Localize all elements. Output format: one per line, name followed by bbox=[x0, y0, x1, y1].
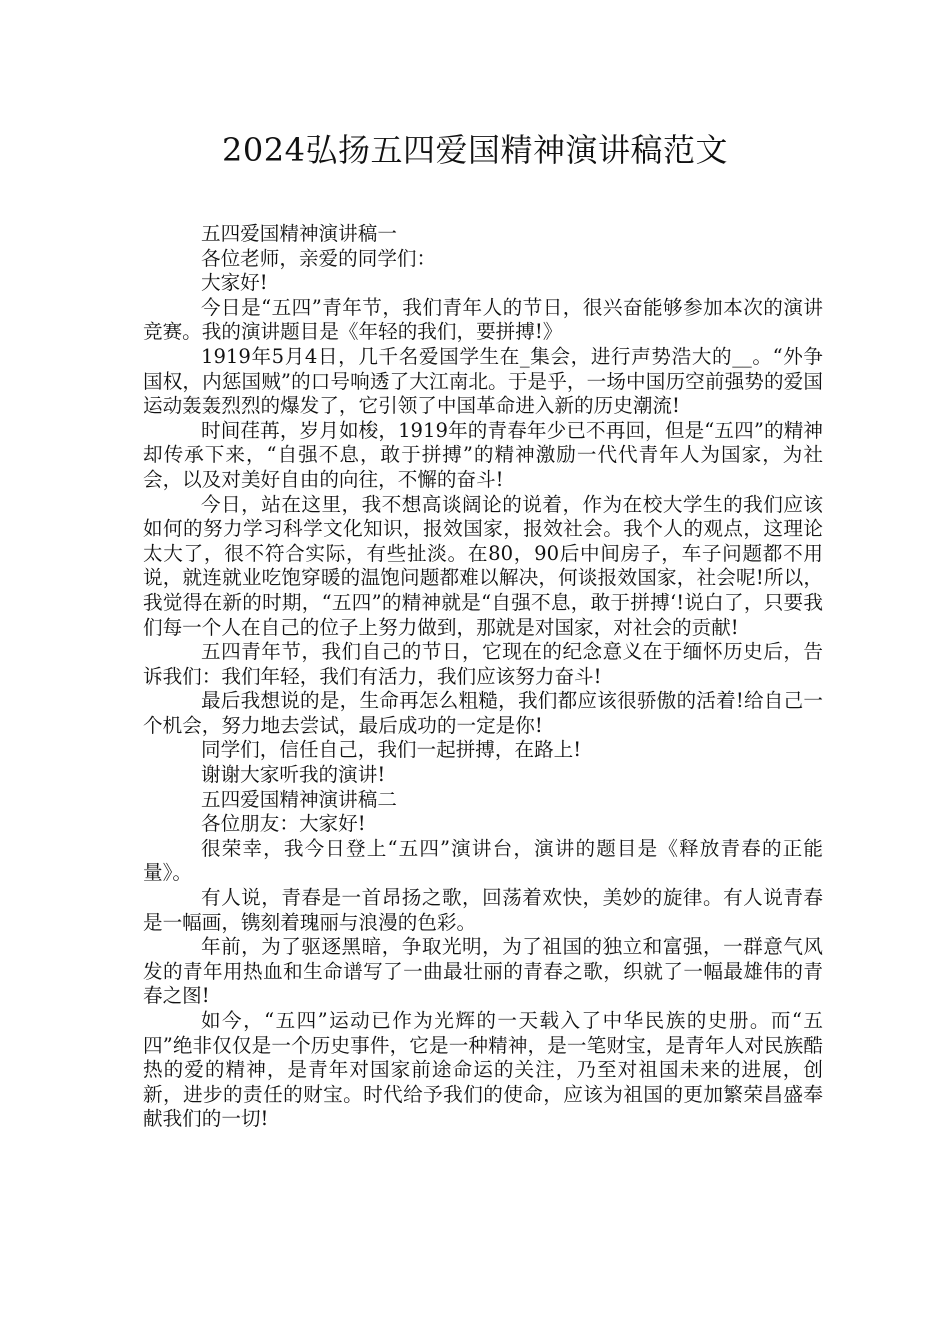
paragraph: 最后我想说的是，生命再怎么粗糙，我们都应该很骄傲的活着!给自己一个机会，努力地去尝试，最后成功的一定是你! bbox=[143, 689, 823, 737]
paragraph: 各位朋友：大家好! bbox=[201, 812, 366, 836]
paragraph: 有人说，青春是一首昂扬之歌，回荡着欢快，美妙的旋律。有人说青春是一幅画，镌刻着瑰丽与浪漫的色彩。 bbox=[143, 886, 823, 934]
paragraph: 时间荏苒，岁月如梭，1919年的青春年少已不再回，但是“五四”的精神却传承下来，“自强不息，敢于拼搏”的精神激励一代代青年人为国家，为社会，以及对美好自由的向往，不懈的奋斗! bbox=[143, 418, 823, 491]
paragraph: 今日，站在这里，我不想高谈阔论的说着，作为在校大学生的我们应该如何的努力学习科学文化知识，报效国家，报效社会。我个人的观点，这理论太大了，很不符合实际，有些扯淡。在80，90后中间房子，车子问题都不用说，就连就业吃饱穿暖的温饱问题都难以解决，何谈报效国家，社会呢!所以，我觉得在新的时期，“五四”的精神就是“自强不息，敢于拼搏‘!说白了，只要我们每一个人在自己的位子上努力做到，那就是对国家，对社会的贡献! bbox=[143, 492, 823, 639]
paragraph: 大家好! bbox=[201, 271, 268, 295]
paragraph: 很荣幸，我今日登上“五四”演讲台，演讲的题目是《释放青春的正能量》。 bbox=[143, 836, 823, 885]
paragraph: 五四爱国精神演讲稿二 bbox=[201, 787, 397, 811]
paragraph: 五四青年节，我们自己的节日，它现在的纪念意义在于缅怀历史后，告诉我们：我们年轻，我们有活力，我们应该努力奋斗! bbox=[143, 640, 823, 688]
paragraph: 同学们，信任自己，我们一起拼搏，在路上! bbox=[201, 738, 582, 762]
paragraph: 谢谢大家听我的演讲! bbox=[201, 763, 386, 787]
document-body bbox=[143, 222, 823, 1132]
paragraph: 1919年5月4日，几千名爱国学生在_集会，进行声势浩大的__。“外争国权，内惩国贼”的口号响透了大江南北。于是乎，一场中国历空前强势的爱国运动轰轰烈烈的爆发了，它引领了中国革命进入新的历史潮流! bbox=[143, 344, 823, 418]
paragraph: 五四爱国精神演讲稿一 bbox=[201, 222, 397, 245]
paragraph: 今日是“五四”青年节，我们青年人的节日，很兴奋能够参加本次的演讲竞赛。我的演讲题目是《年轻的我们，要拼搏!》 bbox=[143, 295, 823, 344]
paragraph: 年前，为了驱逐黑暗，争取光明，为了祖国的独立和富强，一群意气风发的青年用热血和生命谱写了一曲最壮丽的青春之歌，织就了一幅最雄伟的青春之图! bbox=[143, 935, 823, 1008]
document-title: 2024弘扬五四爱国精神演讲稿范文 bbox=[222, 131, 728, 169]
paragraph: 如今，“五四”运动已作为光辉的一天载入了中华民族的史册。而“五四”绝非仅仅是一个历史事件，它是一种精神，是一笔财宝，是青年人对民族酷热的爱的精神，是青年对国家前途命运的关注，乃至对祖国未来的进展，创新，进步的责任的财宝。时代给予我们的使命，应该为祖国的更加繁荣昌盛奉献我们的一切! bbox=[143, 1009, 823, 1131]
paragraph: 各位老师，亲爱的同学们： bbox=[201, 246, 437, 270]
